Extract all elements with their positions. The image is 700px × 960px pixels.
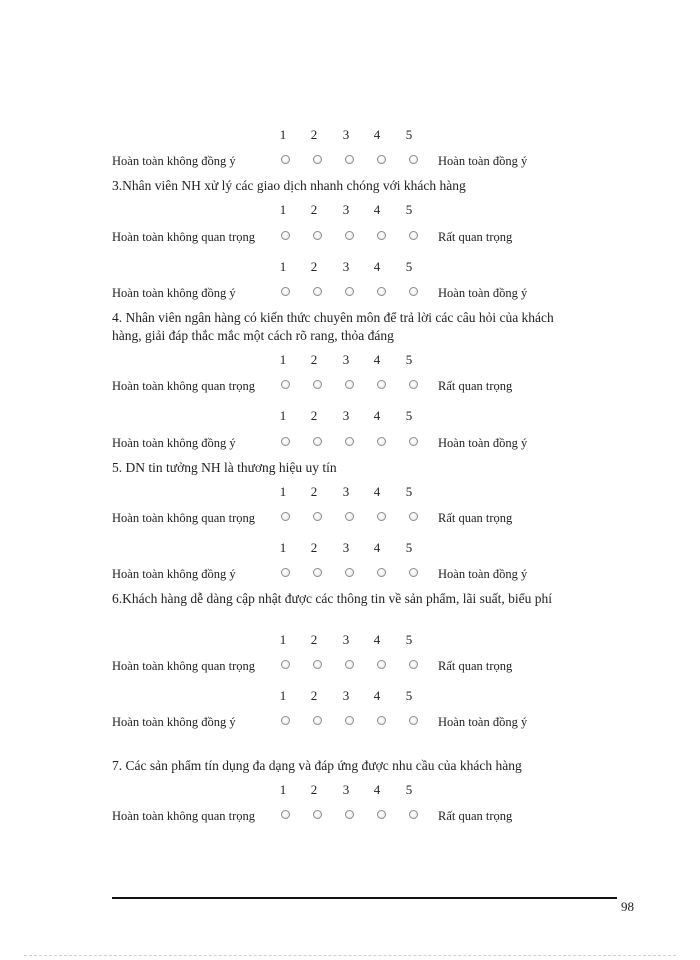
radio-option-2[interactable]: [313, 287, 322, 296]
scale-number: 3: [342, 688, 350, 703]
radio-option-3[interactable]: [345, 568, 354, 577]
label-not-important: Hoàn toàn không quan trọng: [112, 379, 256, 393]
scale-number: 5: [405, 352, 413, 367]
label-disagree: Hoàn toàn không đồng ý: [112, 567, 236, 581]
radio-option-4[interactable]: [377, 437, 386, 446]
radio-option-1[interactable]: [281, 512, 290, 521]
scale-number: 2: [310, 202, 318, 217]
scale-number: 5: [405, 632, 413, 647]
scale-number: 4: [373, 632, 381, 647]
scale-number: 1: [279, 127, 287, 142]
scale-number: 3: [342, 352, 350, 367]
radio-option-1[interactable]: [281, 716, 290, 725]
scale-number: 2: [310, 540, 318, 555]
radio-option-1[interactable]: [281, 380, 290, 389]
radio-option-1[interactable]: [281, 810, 290, 819]
radio-option-5[interactable]: [409, 437, 418, 446]
radio-option-5[interactable]: [409, 716, 418, 725]
scale-number: 1: [279, 484, 287, 499]
radio-option-2[interactable]: [313, 716, 322, 725]
radio-option-1[interactable]: [281, 660, 290, 669]
radio-option-3[interactable]: [345, 716, 354, 725]
label-very-important: Rất quan trọng: [438, 809, 513, 823]
label-disagree: Hoàn toàn không đồng ý: [112, 715, 236, 729]
radio-option-2[interactable]: [313, 231, 322, 240]
scale-number: 3: [342, 484, 350, 499]
label-agree: Hoàn toàn đồng ý: [438, 567, 528, 581]
scale-number: 2: [310, 352, 318, 367]
radio-option-1[interactable]: [281, 568, 290, 577]
label-agree: Hoàn toàn đồng ý: [438, 286, 528, 300]
label-not-important: Hoàn toàn không quan trọng: [112, 230, 256, 244]
scale-number: 4: [373, 484, 381, 499]
radio-option-3[interactable]: [345, 380, 354, 389]
scale-number: 1: [279, 352, 287, 367]
label-disagree: Hoàn toàn không đồng ý: [112, 154, 236, 168]
page-number: 98: [621, 899, 634, 914]
radio-option-5[interactable]: [409, 380, 418, 389]
label-very-important: Rất quan trọng: [438, 230, 513, 244]
scale-number: 5: [405, 408, 413, 423]
question-4-line-1: 4. Nhân viên ngân hàng có kiến thức chuyên môn để trả lời các câu hỏi của khách: [112, 310, 554, 325]
scale-number: 4: [373, 540, 381, 555]
radio-option-2[interactable]: [313, 437, 322, 446]
radio-option-2[interactable]: [313, 810, 322, 819]
question-3: 3.Nhân viên NH xử lý các giao dịch nhanh chóng với khách hàng: [112, 178, 466, 193]
radio-option-2[interactable]: [313, 568, 322, 577]
question-6: 6.Khách hàng dễ dàng cập nhật được các thông tin về sản phẩm, lãi suất, biểu phí: [112, 591, 552, 606]
label-agree: Hoàn toàn đồng ý: [438, 715, 528, 729]
scale-number: 2: [310, 127, 318, 142]
scale-number: 1: [279, 632, 287, 647]
scale-number: 1: [279, 540, 287, 555]
scale-number: 5: [405, 540, 413, 555]
radio-option-1[interactable]: [281, 155, 290, 164]
radio-option-3[interactable]: [345, 810, 354, 819]
scale-number: 1: [279, 782, 287, 797]
scale-number: 2: [310, 259, 318, 274]
scale-number: 4: [373, 782, 381, 797]
radio-option-4[interactable]: [377, 380, 386, 389]
question-5: 5. DN tin tưởng NH là thương hiệu uy tín: [112, 460, 337, 475]
scale-number: 3: [342, 782, 350, 797]
scale-number: 4: [373, 127, 381, 142]
label-agree: Hoàn toàn đồng ý: [438, 436, 528, 450]
scale-number: 3: [342, 259, 350, 274]
scale-number: 2: [310, 782, 318, 797]
scale-number: 2: [310, 632, 318, 647]
radio-option-4[interactable]: [377, 512, 386, 521]
radio-option-5[interactable]: [409, 287, 418, 296]
scale-number: 5: [405, 202, 413, 217]
scale-number: 3: [342, 408, 350, 423]
radio-option-3[interactable]: [345, 660, 354, 669]
radio-option-5[interactable]: [409, 660, 418, 669]
label-very-important: Rất quan trọng: [438, 659, 513, 673]
radio-option-5[interactable]: [409, 155, 418, 164]
scale-number: 3: [342, 202, 350, 217]
label-not-important: Hoàn toàn không quan trọng: [112, 659, 256, 673]
scale-number: 1: [279, 688, 287, 703]
page-bottom-border: [24, 955, 676, 956]
radio-option-4[interactable]: [377, 810, 386, 819]
scale-number: 3: [342, 127, 350, 142]
scale-number: 5: [405, 782, 413, 797]
scale-number: 4: [373, 688, 381, 703]
scale-number: 4: [373, 352, 381, 367]
scale-number: 3: [342, 632, 350, 647]
radio-option-2[interactable]: [313, 660, 322, 669]
radio-option-4[interactable]: [377, 287, 386, 296]
radio-option-4[interactable]: [377, 660, 386, 669]
radio-option-1[interactable]: [281, 437, 290, 446]
scale-number: 2: [310, 408, 318, 423]
label-very-important: Rất quan trọng: [438, 379, 513, 393]
radio-option-3[interactable]: [345, 437, 354, 446]
scale-number: 5: [405, 127, 413, 142]
scale-number: 5: [405, 484, 413, 499]
label-agree: Hoàn toàn đồng ý: [438, 154, 528, 168]
scale-number: 1: [279, 408, 287, 423]
radio-option-1[interactable]: [281, 287, 290, 296]
radio-option-3[interactable]: [345, 287, 354, 296]
label-very-important: Rất quan trọng: [438, 511, 513, 525]
scale-number: 1: [279, 202, 287, 217]
radio-option-2[interactable]: [313, 512, 322, 521]
scale-number: 4: [373, 202, 381, 217]
label-disagree: Hoàn toàn không đồng ý: [112, 436, 236, 450]
question-4-line-2: hàng, giải đáp thắc mắc một cách rõ rang, thỏa đáng: [112, 328, 394, 343]
scale-number: 1: [279, 259, 287, 274]
scale-number: 4: [373, 259, 381, 274]
footer-rule: [112, 897, 617, 899]
radio-option-4[interactable]: [377, 155, 386, 164]
radio-option-3[interactable]: [345, 231, 354, 240]
label-disagree: Hoàn toàn không đồng ý: [112, 286, 236, 300]
radio-option-1[interactable]: [281, 231, 290, 240]
radio-option-2[interactable]: [313, 380, 322, 389]
scale-number: 4: [373, 408, 381, 423]
scale-number: 5: [405, 688, 413, 703]
radio-option-4[interactable]: [377, 716, 386, 725]
label-not-important: Hoàn toàn không quan trọng: [112, 809, 256, 823]
question-7: 7. Các sản phẩm tín dụng đa dạng và đáp ứng được nhu cầu của khách hàng: [112, 758, 522, 773]
radio-option-5[interactable]: [409, 512, 418, 521]
scale-number: 2: [310, 688, 318, 703]
scale-number: 5: [405, 259, 413, 274]
radio-option-4[interactable]: [377, 231, 386, 240]
radio-option-5[interactable]: [409, 231, 418, 240]
scale-number: 3: [342, 540, 350, 555]
radio-option-3[interactable]: [345, 155, 354, 164]
radio-option-5[interactable]: [409, 568, 418, 577]
scale-number: 2: [310, 484, 318, 499]
radio-option-3[interactable]: [345, 512, 354, 521]
radio-option-5[interactable]: [409, 810, 418, 819]
radio-option-2[interactable]: [313, 155, 322, 164]
radio-option-4[interactable]: [377, 568, 386, 577]
label-not-important: Hoàn toàn không quan trọng: [112, 511, 256, 525]
